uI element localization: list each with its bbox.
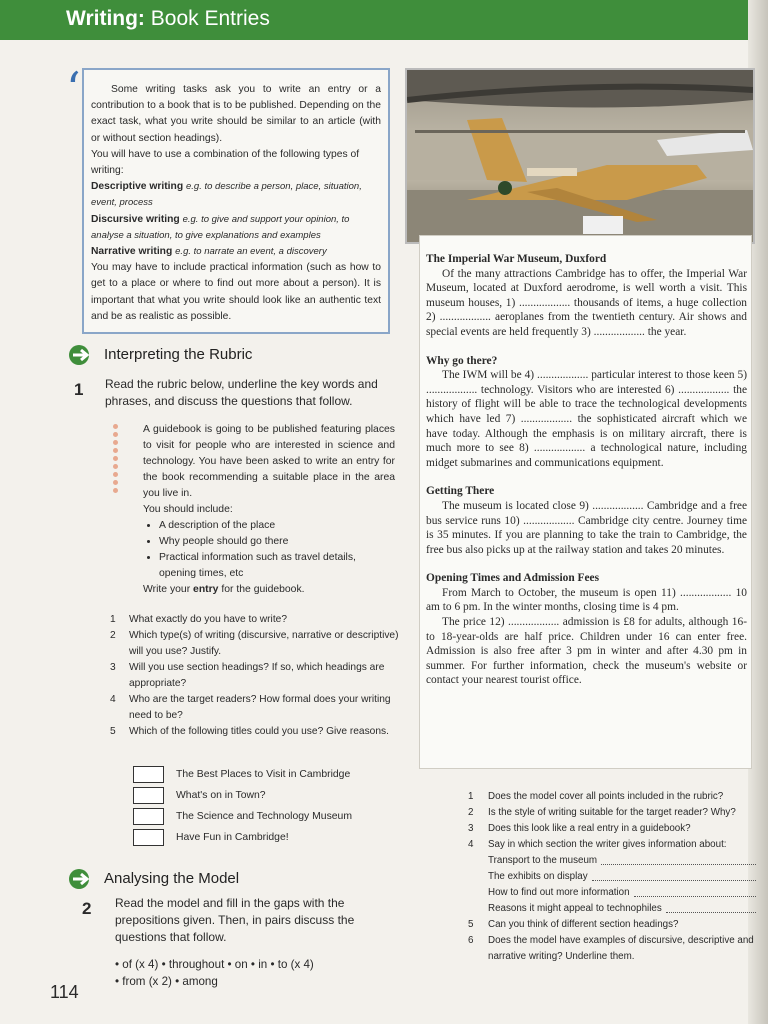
rubric-bullet: • Why people should go there (159, 534, 395, 550)
tip-box (66, 62, 390, 334)
question-item: 3 Will you use section headings? If so, which headings are appropriate? (110, 662, 385, 689)
page-number: 114 (50, 982, 79, 1002)
model-paragraph: The IWM will be 4) .................. particular interest to those keen 5) .................. technology. Visitors who are interested 6) .................. the history of flight will be able to trace the technological developments which have led 7) .................. the sophisticated aircraft which we have today. Although the emphasis is on military aircraft, there is much more to see 8) .................. a technological nature, including midget submarines and communications equipment. (426, 369, 747, 469)
title-bold: Writing: (66, 7, 145, 30)
question-item: 4 Who are the target readers? How formal does your writing need to be? (110, 694, 391, 721)
model-question: 2 Is the style of writing suitable for the target reader? Why? (468, 807, 736, 818)
answer-line[interactable]: Transport to the museum (468, 853, 758, 869)
tip-type: Narrative writing e.g. to narrate an event, a discovery (91, 246, 327, 258)
model-title: The Imperial War Museum, Duxford (426, 253, 607, 265)
task-instruction-1: Read the rubric below, underline the key words and phrases, and discuss the questions that follow. (105, 377, 378, 408)
checkbox[interactable] (133, 787, 164, 804)
model-question: 4 Say in which section the writer gives information about: (468, 839, 727, 850)
rubric-bullets (143, 518, 395, 582)
question-item: 2 Which type(s) of writing (discursive, narrative or descriptive) will you use? Justify. (110, 630, 399, 657)
rubric-dots (113, 424, 121, 496)
museum-photo (405, 68, 755, 244)
tip-type: Descriptive writing e.g. to describe a person, place, situation, event, process (91, 181, 362, 209)
section2-heading-text: Analysing the Model (104, 869, 240, 887)
tip-text (91, 82, 381, 325)
model-paragraph: Of the many attractions Cambridge has to offer, the Imperial War Museum, located at Duxford aerodrome, is well worth a visit. This museum houses, 1) .................. thousands of items, a huge collection 2) .................. aeroplanes from the twentieth century. Air shows and special events are held frequently 3) .................. the year. (426, 267, 747, 338)
tip-line: You will have to use a combination of the following types of writing: (91, 148, 360, 177)
quote-icon: ‘ (66, 62, 81, 116)
checkbox[interactable] (133, 829, 164, 846)
arrow-icon (68, 868, 94, 890)
model-subheading: Getting There (426, 485, 495, 498)
model-question: 1 Does the model cover all points included in the rubric? (468, 791, 724, 802)
rubric-include: You should include: (143, 504, 233, 515)
aircraft-illustration (407, 70, 753, 242)
answer-line[interactable]: Reasons it might appeal to technophiles (468, 901, 758, 917)
page-title (66, 7, 270, 31)
model-text-panel (420, 236, 751, 768)
preps-line: • from (x 2) • among (115, 975, 218, 988)
rubric-bullet: • Practical information such as travel details, opening times, etc (159, 550, 395, 582)
rubric-bullet: • A description of the place (159, 518, 395, 534)
page-header (0, 0, 768, 40)
prepositions (115, 956, 375, 990)
section1-heading-text: Interpreting the Rubric (104, 345, 253, 363)
task-instruction-2: Read the model and fill in the gaps with the prepositions given. Then, in pairs discuss the questions that follow. (115, 896, 355, 944)
title-option[interactable]: Have Fun in Cambridge! (133, 827, 352, 848)
rubric-final: Write your entry for the guidebook. (143, 584, 305, 595)
preps-line: • of (x 4) • throughout • on • in • to (x 4) (115, 958, 314, 971)
rubric (143, 422, 395, 598)
title-option[interactable]: The Best Places to Visit in Cambridge (133, 764, 352, 785)
title-option[interactable]: The Science and Technology Museum (133, 806, 352, 827)
task-number-2: 2 (82, 899, 92, 918)
section-heading-1 (68, 344, 252, 366)
section-heading-2 (68, 868, 239, 890)
tip-type: Discursive writing e.g. to give and support your opinion, to analyse a situation, to give explanations and examples (91, 213, 350, 241)
answer-line[interactable]: How to find out more information (468, 885, 758, 901)
model-subheading: Why go there? (426, 354, 498, 367)
model-subheading: Opening Times and Admission Fees (426, 572, 600, 585)
tip-closing: You may have to include practical information (such as how to get to a place or where to find out more about a person). It is important that what you write should look like an authentic text and be as realistic as possible. (91, 262, 381, 322)
rubric-text: A guidebook is going to be published featuring places to visit for people who are interested in science and technology. You have been asked to write an entry for the book recommending a suitable place in the area you live in. (143, 424, 395, 499)
arrow-icon (68, 344, 94, 366)
model-question: 5 Can you think of different section headings? (468, 919, 679, 930)
model-paragraph: From March to October, the museum is open 11) .................. 10 am to 6 pm. In the winter months, closing time is 4 pm. (426, 586, 747, 614)
model-paragraph: The museum is located close 9) .................. Cambridge and a free bus service runs 10) .................. Cambridge city centre. Journey time is 35 minutes. If you are planning to take the train to Cambridge, the free bus also picks up at the railway station and takes 20 minutes. (426, 499, 747, 556)
question-item: 1 What exactly do you have to write? (110, 614, 287, 625)
model-questions (468, 789, 758, 965)
model-question: 6 Does the model have examples of discursive, descriptive and narrative writing? Underline them. (468, 935, 754, 962)
task-number-1: 1 (74, 380, 84, 399)
model-text (426, 252, 747, 688)
title-options (133, 764, 352, 848)
question-list (110, 612, 400, 740)
model-question: 3 Does this look like a real entry in a guidebook? (468, 823, 691, 834)
checkbox[interactable] (133, 808, 164, 825)
question-item: 5 Which of the following titles could you use? Give reasons. (110, 726, 389, 737)
title-option[interactable]: What's on in Town? (133, 785, 352, 806)
title-rest: Book Entries (150, 7, 270, 30)
answer-line[interactable]: The exhibits on display (468, 869, 758, 885)
checkbox[interactable] (133, 766, 164, 783)
tip-line: Some writing tasks ask you to write an entry or a contribution to a book that is to be published. Depending on the exact task, what you write should be similar to an article (with or without section headings). (91, 84, 381, 144)
model-paragraph: The price 12) .................. admission is £8 for adults, although 16- to 18-year-olds are half price. Children under 16 can enter free. Admission is also free after 3 pm in winter and after 4.30 pm in summer. For further information, check the museum's website or contact your nearest tourist office. (426, 616, 747, 687)
